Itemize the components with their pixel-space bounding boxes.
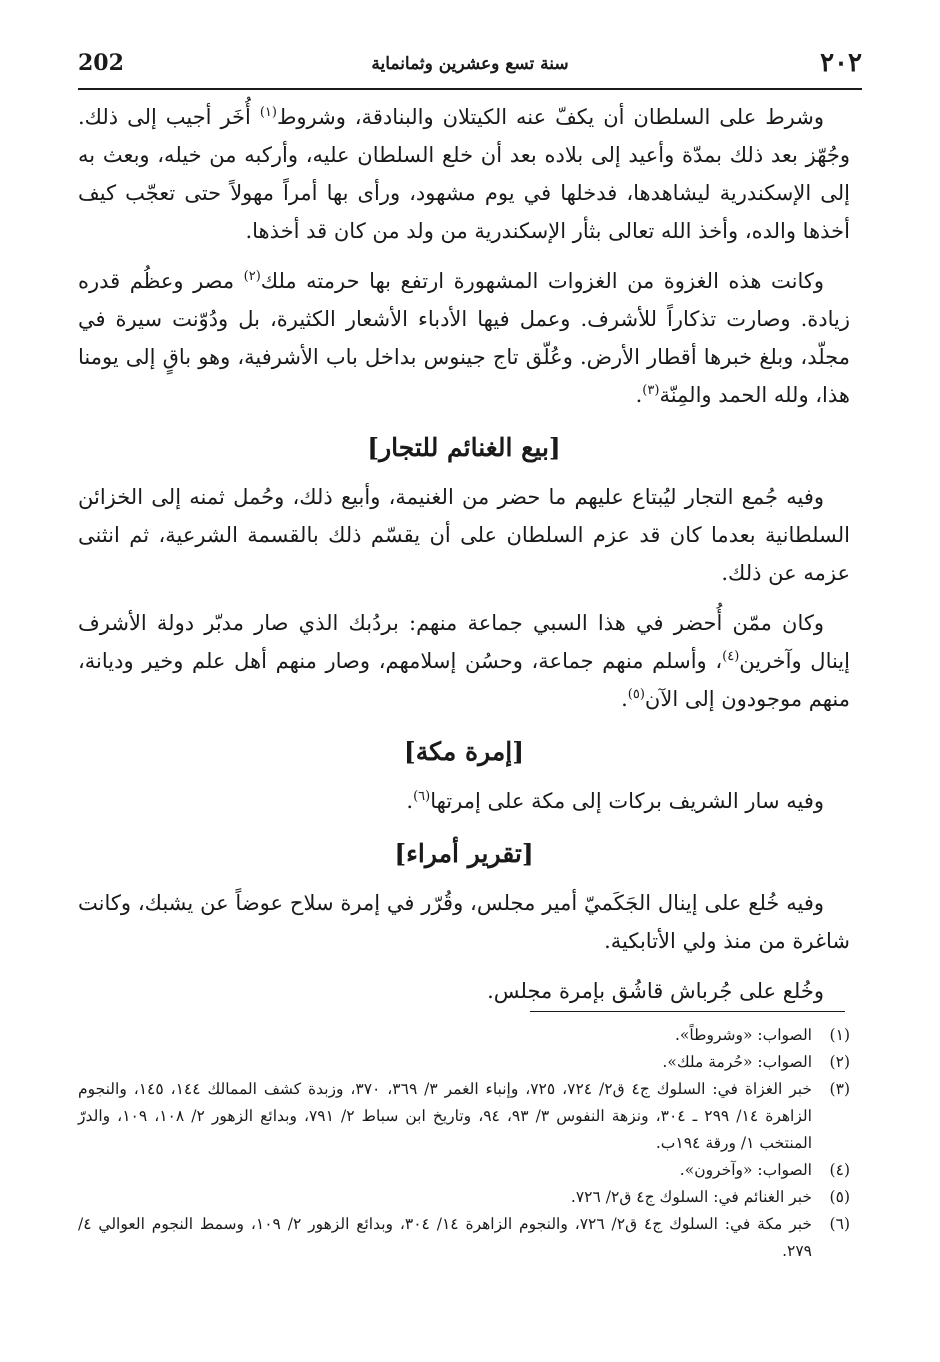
page-header bbox=[78, 48, 862, 84]
footnote-marker[interactable]: (٣) bbox=[642, 383, 660, 398]
paragraph-text: أُخَر أجيب إلى ذلك. وجُهّز بعد ذلك بمدّة وأعيد إلى بلاده بعد أن خلع السلطان عليه، وأركبه من خيله، وبعث به إلى الإسكندرية ليشاهدها، فدخلها في يوم مشهود، ورأى بها أمراً مهولاً حتى تعجّب كيف أخذها والده، وأخذ الله تعالى بثأر الإسكندرية من ولد من كان قد أخذها. bbox=[78, 105, 850, 243]
footnote-number: (٥) bbox=[829, 1188, 850, 1206]
footnote-text: خبر الغزاة في: السلوك ج٤ ق٢/ ٧٢٤، ٧٢٥، وإنباء الغمر ٣/ ٣٦٩، ٣٧٠، وزبدة كشف الممالك ١٤٤، ١٤٥، والنجوم الزاهرة ١٤/ ٢٩٩ ـ ٣٠٤، ونزهة النفوس ٣/ ٩٣، ٩٤، وتاريخ ابن سباط ٢/ ٧٩١، وبدائع الزهور ٢/ ١٠٨، ١٠٩، والدرّ المنتخب ١/ ورقة ١٩٤ب. bbox=[78, 1080, 813, 1152]
footnote-text: الصواب: «حُرمة ملك». bbox=[662, 1053, 812, 1071]
section-heading-booty-sale: [بيع الغنائم للتجار] bbox=[367, 433, 561, 462]
footnotes bbox=[78, 1022, 850, 1265]
paragraph-text: . bbox=[635, 383, 643, 407]
paragraph-text: مصر وعظُم قدره زيادة. وصارت تذكاراً للأشرف. وعمل فيها الأدباء الأشعار الكثيرة، بل ودُوّنت سيرة في مجلّد، وبلغ خبرها أقطار الأرض. وعُلّق تاج جينوس بداخل باب الأشرفية، وهو باقٍ إلى يومنا هذا، ولله الحمد والمِنّة bbox=[78, 269, 850, 407]
main-text bbox=[78, 98, 850, 1010]
footnote-text: الصواب: «وشروطاً». bbox=[675, 1026, 812, 1044]
paragraph-text: ، وأسلم منهم جماعة، وحسُن إسلامهم، وصار منهم أهل علم وخير وديانة، منهم موجودون إلى الآن bbox=[78, 649, 850, 711]
running-title: سنة تسع وعشرين وثمانماية bbox=[371, 54, 569, 74]
footnote-marker[interactable]: (٥) bbox=[627, 687, 645, 702]
footnote-item bbox=[78, 1076, 850, 1157]
paragraph-treaty-terms bbox=[78, 98, 850, 250]
paragraph-captives bbox=[78, 604, 850, 718]
footnote-marker[interactable]: (٦) bbox=[413, 789, 431, 804]
section-heading-mecca: [إمرة مكة] bbox=[403, 737, 525, 766]
paragraph-campaign-fame bbox=[78, 262, 850, 414]
footnote-marker[interactable]: (٤) bbox=[722, 649, 740, 664]
footnote-rule bbox=[530, 1011, 845, 1012]
footnote-text: خبر مكة في: السلوك ج٤ ق٢/ ٧٢٦، والنجوم الزاهرة ١٤/ ٣٠٤، وبدائع الزهور ٢/ ١٠٩، وسمط النجوم العوالي ٤/ ٢٧٩. bbox=[78, 1215, 812, 1260]
paragraph-jurbash-appointment: وخُلع على جُرباش قاشُق بإمرة مجلس. bbox=[487, 979, 824, 1003]
header-rule bbox=[78, 88, 862, 90]
footnote-item bbox=[78, 1184, 850, 1211]
footnote-marker[interactable]: (١) bbox=[259, 105, 277, 120]
footnote-number: (٣) bbox=[829, 1080, 850, 1098]
paragraph-text: . bbox=[621, 687, 628, 711]
paragraph-text: وكان ممّن أُحضر في هذا السبي جماعة منهم: بردُبك الذي صار مدبّر دولة الأشرف إينال وآخرين bbox=[78, 611, 850, 673]
section-heading-emirs: [تقرير أمراء] bbox=[394, 839, 534, 868]
footnote-marker[interactable]: (٢) bbox=[243, 269, 261, 284]
footnote-number: (٤) bbox=[829, 1161, 850, 1179]
footnote-number: (٦) bbox=[829, 1215, 850, 1233]
paragraph-text: وكانت هذه الغزوة من الغزوات المشهورة ارتفع بها حرمته ملك bbox=[260, 269, 824, 293]
footnote-item bbox=[78, 1049, 850, 1076]
page-number-latin: 202 bbox=[78, 50, 124, 76]
footnote-item bbox=[78, 1211, 850, 1265]
footnote-item bbox=[78, 1022, 850, 1049]
footnote-text: خبر الغنائم في: السلوك ج٤ ق٢/ ٧٢٦. bbox=[570, 1188, 812, 1206]
paragraph-text: وفيه سار الشريف بركات إلى مكة على إمرتها bbox=[430, 789, 824, 813]
footnote-number: (١) bbox=[829, 1026, 850, 1044]
footnote-number: (٢) bbox=[829, 1053, 850, 1071]
footnote-item bbox=[78, 1157, 850, 1184]
paragraph-text: . bbox=[406, 789, 414, 813]
paragraph-inal-appointment: وفيه خُلع على إينال الجَكَميّ أمير مجلس، وقُرّر في إمرة سلاح عوضاً عن يشبك، وكانت شاغرة من منذ ولي الأتابكية. bbox=[78, 891, 850, 953]
paragraph-mecca bbox=[78, 782, 850, 820]
page-number-arabic: ٢٠٢ bbox=[820, 48, 862, 78]
paragraph-text: وشرط على السلطان أن يكفّ عنه الكيتلان والبنادقة، وشروط bbox=[276, 105, 824, 129]
footnote-text: الصواب: «وآخرون». bbox=[679, 1161, 812, 1179]
paragraph-booty-sale: وفيه جُمع التجار ليُبتاع عليهم ما حضر من الغنيمة، وأبيع ذلك، وحُمل ثمنه إلى الخزائن السلطانية بعدما كان قد عزم السلطان على أن يقسّم ذلك بالقسمة الشرعية، ثم انثنى عزمه عن ذلك. bbox=[78, 485, 850, 585]
